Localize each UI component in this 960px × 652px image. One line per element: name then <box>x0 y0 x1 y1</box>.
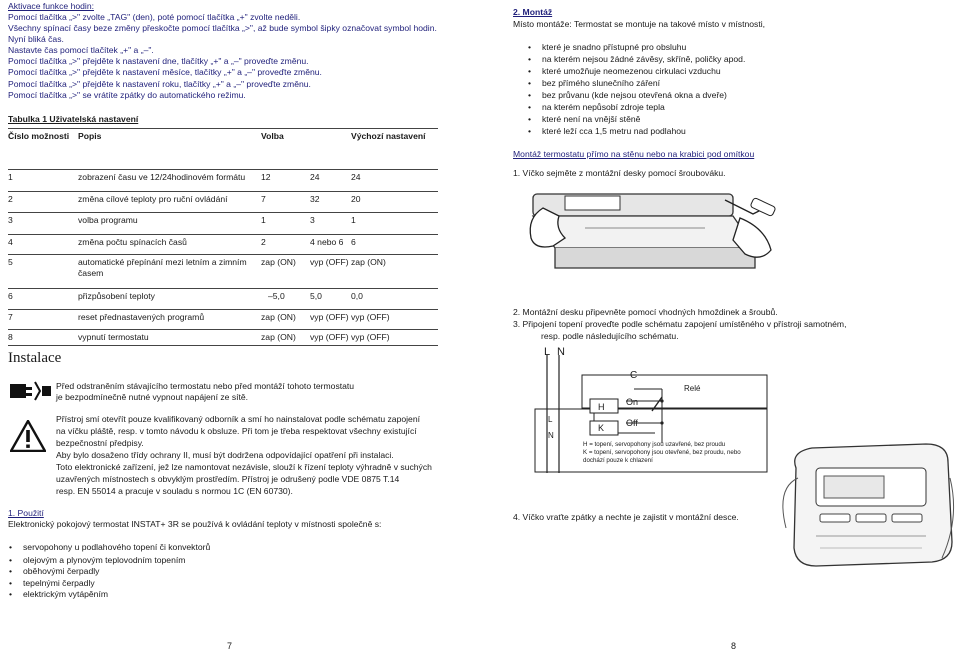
table-row <box>8 191 438 212</box>
diagram-label-l: L <box>544 346 551 358</box>
diagram-terminal-l: L <box>548 415 553 424</box>
cell: 1 <box>8 172 13 182</box>
cell: 5,0 <box>310 291 322 301</box>
thermostat-illustration <box>776 438 960 578</box>
cell: 3 <box>310 215 315 225</box>
cell: 0,0 <box>351 291 363 301</box>
warning-text: uzavřených místnostech s obvyklým prostředím. Přístroj je odrušený podle VDE 0875 T.14 <box>56 474 400 484</box>
intro-title: Aktivace funkce hodin: <box>8 1 94 11</box>
cell: zap (ON) <box>351 257 386 267</box>
cell: 4 <box>8 237 13 247</box>
install-heading: Instalace <box>8 350 62 366</box>
diagram-label-c: C <box>630 370 638 381</box>
use-title: 1. Použití <box>8 508 44 518</box>
diagram-label-h: H <box>598 402 605 412</box>
table-header: Popis <box>78 131 102 141</box>
cell: zap (ON) <box>261 257 296 267</box>
diagram-legend: H = topení, servopohony jsou uzavřené, bez proudu <box>583 441 726 448</box>
unplug-warning-icon <box>8 378 52 404</box>
list-item: • olejovým a plynovým teplovodním topením <box>23 555 185 566</box>
step-2: 2. Montážní desku připevněte pomocí vhodných hmoždinek a šroubů. <box>513 307 778 317</box>
warning-text: Přístroj smí otevřít pouze kvalifikovaný odborník a smí ho nainstalovat podle schématu zapojení <box>56 414 420 424</box>
intro-line: Pomocí tlačítka „>" přejděte k nastavení dne, tlačítky „+" a „–" proveďte změnu. <box>8 56 309 66</box>
cell: automatické přepínání mezi letním a zimním časem <box>78 257 247 278</box>
table-title: Tabulka 1 Uživatelská nastavení <box>8 114 139 124</box>
table-row <box>8 212 438 234</box>
warning-text: Před odstraněním stávajícího termostatu nebo před montáží tohoto termostatu <box>56 381 355 391</box>
list-item: • servopohony u podlahového topení či konvektorů <box>23 542 210 553</box>
cell: zap (ON) <box>261 332 296 342</box>
mount-title: 2. Montáž <box>513 7 553 17</box>
cell: zap (ON) <box>261 312 296 322</box>
cell: zobrazení času ve 12/24hodinovém formátu <box>78 172 246 182</box>
cell: 12 <box>261 172 271 182</box>
list-item: • elektrickým vytápěním <box>23 589 108 600</box>
list-item: • na kterém nepůsobí zdroje tepla <box>542 102 665 113</box>
cell: 6 <box>8 291 13 301</box>
cell: 20 <box>351 194 361 204</box>
cell: 4 nebo 6 <box>310 237 344 247</box>
use-text: Elektronický pokojový termostat INSTAT+ 3R se používá k ovládání teploty v místnosti společně s: <box>8 519 382 529</box>
table-header: Číslo možnosti <box>8 131 70 141</box>
settings-table <box>8 128 438 346</box>
cell: 8 <box>8 332 13 342</box>
list-item: • na kterém nejsou žádné závěsy, skříně, poličky apod. <box>542 54 745 65</box>
table-row <box>8 288 438 309</box>
cell: 3 <box>8 215 13 225</box>
cell: změna cílové teploty pro ruční ovládání <box>78 194 228 204</box>
cell: 2 <box>261 237 266 247</box>
diagram-label-rele: Relé <box>684 384 701 393</box>
list-item: • tepelnými čerpadly <box>23 578 95 589</box>
cell: volba programu <box>78 215 138 225</box>
table-row <box>8 254 438 288</box>
step-3: 3. Připojení topení proveďte podle schématu zapojení umístěného v přístroji samotném, <box>513 319 847 329</box>
step-3-cont: resp. podle následujícího schématu. <box>541 331 679 341</box>
intro-line: Pomocí tlačítka „>" přejděte k nastavení měsíce, tlačítky „+" a „–" proveďte změnu. <box>8 67 322 77</box>
table-row <box>8 309 438 329</box>
warning-text: na víčku pláště, resp. v tomto návodu k obsluze. Při tom je třeba respektovat všechny existující <box>56 426 417 436</box>
table-row <box>8 169 438 191</box>
cell: 7 <box>261 194 266 204</box>
diagram-terminal-n: N <box>548 431 554 440</box>
cell: 24 <box>351 172 361 182</box>
cell: 2 <box>8 194 13 204</box>
warning-triangle-icon <box>10 420 46 452</box>
table-row <box>8 234 438 254</box>
cell: 1 <box>351 215 356 225</box>
intro-line: Nyní bliká čas. <box>8 34 64 44</box>
cell: vyp (OFF) <box>310 332 349 342</box>
diagram-legend: dochází pouze k chlazení <box>583 457 653 464</box>
warning-text: resp. EN 55014 a pracuje v souladu s normou 1C (EN 60730). <box>56 486 293 496</box>
list-item: • které není na vnější stěně <box>542 114 640 125</box>
warning-text: je bezpodmínečně nutné vypnout napájení ze sítě. <box>56 392 249 402</box>
mount-text: Místo montáže: Termostat se montuje na takové místo v místnosti, <box>513 19 766 29</box>
list-item: • které umožňuje neomezenou cirkulaci vzduchu <box>542 66 721 77</box>
intro-line: Pomocí tlačítka „>" zvolte „TAG" (den), poté pomocí tlačítka „+" zvolte neděli. <box>8 12 301 22</box>
warning-text: bezpečnostní předpisy. <box>56 438 144 448</box>
intro-line: Nastavte čas pomocí tlačítek „+" a „–". <box>8 45 154 55</box>
cell: 24 <box>310 172 320 182</box>
diagram-label-on: On <box>626 397 639 407</box>
cell: vyp (OFF) <box>310 257 349 267</box>
intro-line: Pomocí tlačítka „>" přejděte k nastavení roku, tlačítky „+" a „–" proveďte změnu. <box>8 79 311 89</box>
diagram-label-k: K <box>598 423 605 433</box>
mount-box-note: Montáž termostatu přímo na stěnu nebo na krabici pod omítkou <box>513 149 755 159</box>
list-item: • které leží cca 1,5 metru nad podlahou <box>542 126 686 137</box>
table-row <box>8 329 438 346</box>
cell: přizpůsobení teploty <box>78 291 155 301</box>
cell: 6 <box>351 237 356 247</box>
cell: 7 <box>8 312 13 322</box>
diagram-label-off: Off <box>626 418 638 428</box>
warning-text: Aby bylo dosaženo třídy ochrany II, musí být dodržena odpovídající opatření při instalaci. <box>56 450 394 460</box>
cell: 1 <box>261 215 266 225</box>
cell: vyp (OFF) <box>310 312 349 322</box>
list-item: • které je snadno přístupné pro obsluhu <box>542 42 686 53</box>
cell: 5 <box>8 257 13 267</box>
warning-text: Toto elektronické zařízení, jež lze namontovat nezávisle, slouží k řízení teploty výhradně v suchých <box>56 462 432 472</box>
cover-removal-illustration <box>525 188 780 288</box>
cell: změna počtu spínacích časů <box>78 237 187 247</box>
diagram-label-n: N <box>557 346 565 358</box>
page-number-right: 8 <box>731 641 737 651</box>
cell: reset přednastavených programů <box>78 312 205 322</box>
intro-line: Všechny spínací časy beze změny přeskočte pomocí tlačítka „>", až bude symbol šipky označovat symbol hodin. <box>8 23 437 33</box>
cell: vyp (OFF) <box>351 332 390 342</box>
list-item: • bez průvanu (kde nejsou otevřená okna a dveře) <box>542 90 727 101</box>
table-header-row <box>8 128 438 149</box>
step-1: 1. Víčko sejměte z montážní desky pomocí šroubováku. <box>513 168 726 178</box>
diagram-legend: K = topení, servopohony jsou otevřené, bez proudu, nebo <box>583 449 741 456</box>
step-4: 4. Víčko vraťte zpátky a nechte je zajistit v montážní desce. <box>513 512 739 522</box>
table-header: Výchozí nastavení <box>351 131 426 141</box>
cell: –5,0 <box>268 291 285 301</box>
intro-line: Pomocí tlačítka „>" se vrátíte zpátky do automatického režimu. <box>8 90 246 100</box>
page-number-left: 7 <box>227 641 233 651</box>
cell: vypnutí termostatu <box>78 332 149 342</box>
list-item: • bez přímého slunečního záření <box>542 78 660 89</box>
cell: 32 <box>310 194 320 204</box>
table-header: Volba <box>261 131 284 141</box>
list-item: • oběhovými čerpadly <box>23 566 99 577</box>
cell: vyp (OFF) <box>351 312 390 322</box>
